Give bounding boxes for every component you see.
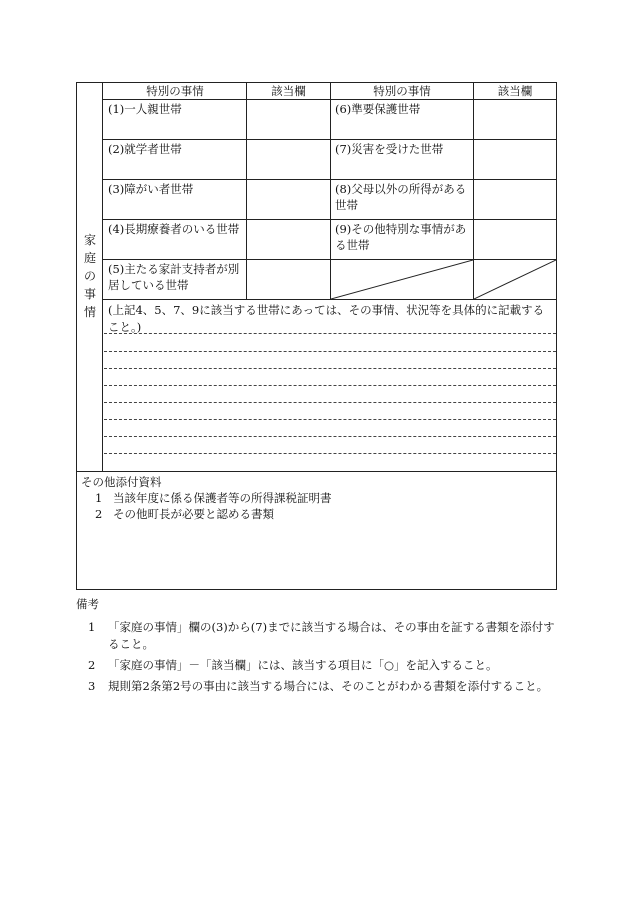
- header-circumstance-right: 特別の事情: [373, 84, 431, 98]
- diagonal-strike: [331, 260, 473, 299]
- header-circumstance-left: 特別の事情: [146, 84, 204, 98]
- ruled-line: [104, 368, 556, 369]
- applicable-cell-9[interactable]: [474, 220, 556, 259]
- section-label-char: の: [83, 269, 96, 283]
- remark-text: 「家庭の事情」欄の(3)から(7)までに該当する場合は、その事由を証する書類を添付すること。: [108, 620, 555, 651]
- item-other-special: (9)その他特別な事情がある世帯: [335, 222, 467, 252]
- remark-text: 「家庭の事情」－「該当欄」には、該当する項目に「○」を記入すること。: [108, 658, 498, 672]
- item-long-term-care: (4)長期療養者のいる世帯: [108, 222, 240, 236]
- ruled-line: [104, 351, 556, 352]
- section-label-char: 家: [83, 233, 96, 247]
- ruled-line: [104, 453, 556, 454]
- attachment-number: 1: [95, 491, 103, 505]
- remark-item: [76, 619, 566, 653]
- remark-number: 3: [88, 679, 96, 693]
- ruled-line: [104, 402, 556, 403]
- applicable-cell-4[interactable]: [247, 220, 330, 259]
- attachments-title: その他添付資料: [81, 475, 162, 489]
- item-separated-supporter: (5)主たる家計支持者が別居している世帯: [108, 262, 240, 292]
- section-divider: [77, 471, 556, 472]
- remarks-section: [76, 596, 566, 695]
- attachment-number: 2: [95, 507, 103, 521]
- section-label-column: [77, 83, 103, 471]
- applicable-cell-5[interactable]: [247, 260, 330, 299]
- remark-number: 1: [88, 620, 96, 634]
- section-label-char: 情: [83, 305, 96, 319]
- details-writing-area[interactable]: [104, 333, 556, 469]
- remark-item: [76, 678, 566, 695]
- remarks-title: 備考: [76, 597, 99, 611]
- header-applicable-right: 該当欄: [497, 84, 533, 98]
- item-quasi-protection: (6)準要保護世帯: [335, 102, 421, 116]
- applicable-cell-6[interactable]: [474, 100, 556, 139]
- header-applicable-left: 該当欄: [271, 84, 306, 98]
- item-single-parent: (1)一人親世帯: [108, 102, 182, 116]
- diagonal-strike: [474, 260, 556, 299]
- remark-text: 規則第2条第2号の事由に該当する場合には、そのことがわかる書類を添付すること。: [108, 679, 549, 693]
- applicable-cell-8[interactable]: [474, 180, 556, 219]
- item-student-household: (2)就学者世帯: [108, 142, 182, 156]
- ruled-line: [104, 436, 556, 437]
- applicable-cell-3[interactable]: [247, 180, 330, 219]
- applicable-cell-7[interactable]: [474, 140, 556, 179]
- attachment-item-income-certificate: 当該年度に係る保護者等の所得課税証明書: [113, 491, 332, 505]
- applicable-cell-2[interactable]: [247, 140, 330, 179]
- form-frame: [76, 82, 557, 590]
- ruled-line: [104, 385, 556, 386]
- remark-number: 2: [88, 658, 96, 672]
- item-disaster-household: (7)災害を受けた世帯: [335, 142, 444, 156]
- ruled-line: [104, 333, 556, 334]
- item-other-income: (8)父母以外の所得がある世帯: [335, 182, 467, 212]
- section-label-family-circumstances: [77, 231, 103, 321]
- applicable-cell-1[interactable]: [247, 100, 330, 139]
- section-label-char: 庭: [83, 251, 96, 265]
- ruled-line: [104, 419, 556, 420]
- section-label-char: 事: [83, 287, 96, 301]
- attachment-item-other-documents: その他町長が必要と認める書類: [113, 507, 274, 521]
- item-disability-household: (3)障がい者世帯: [108, 182, 194, 196]
- grid-line: [103, 299, 556, 300]
- details-instruction: (上記4、5、7、9に該当する世帯にあっては、その事情、状況等を具体的に記載すること。): [108, 303, 545, 334]
- remark-item: [76, 657, 566, 674]
